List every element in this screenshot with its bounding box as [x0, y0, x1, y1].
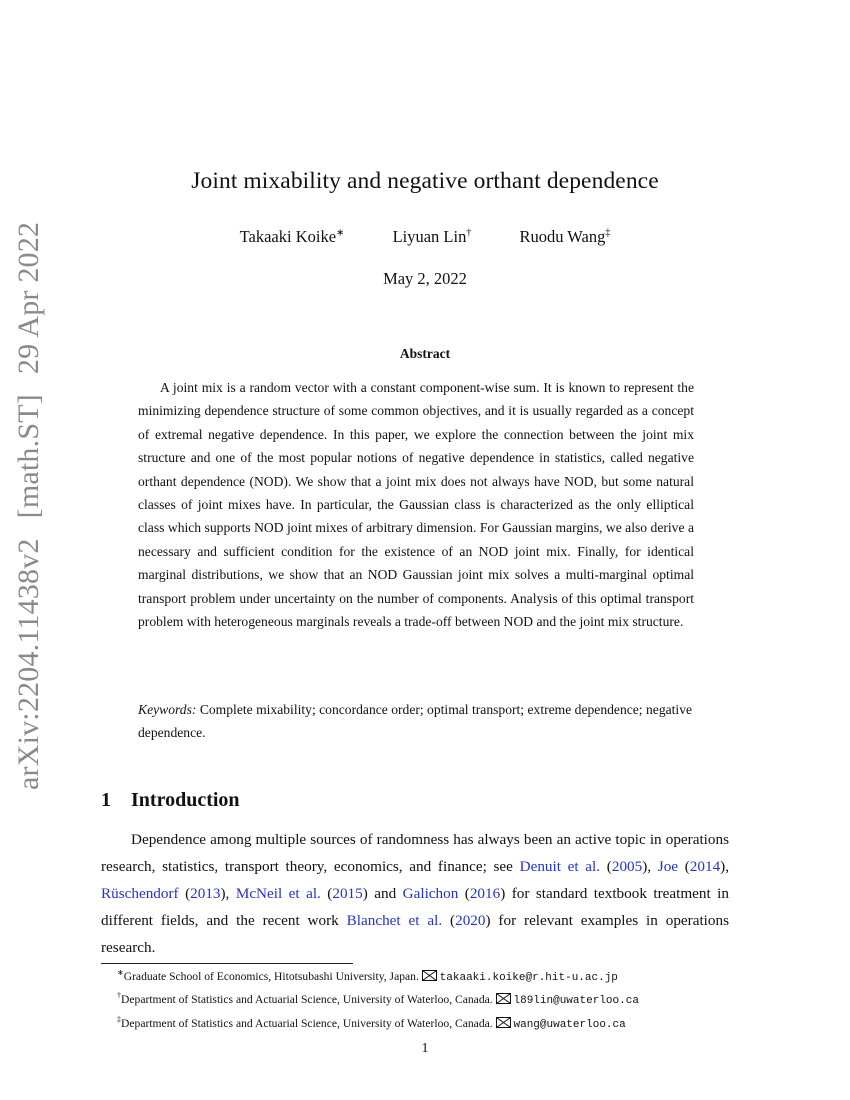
- keywords-text: Complete mixability; concordance order; optimal transport; extreme dependence; negative dependence.: [138, 702, 693, 741]
- author-name: Takaaki Koike: [239, 227, 337, 246]
- section-number: 1: [101, 789, 111, 811]
- citation-link[interactable]: Blanchet et al.: [346, 912, 443, 929]
- paper-title: Joint mixability and negative orthant dependence: [191, 168, 659, 194]
- intro-paragraph: [101, 826, 729, 961]
- citation-year-link[interactable]: 2015: [332, 885, 363, 902]
- section-heading: [101, 789, 240, 812]
- citation-year-link[interactable]: 2005: [611, 858, 643, 875]
- abstract-heading: Abstract: [399, 346, 451, 361]
- envelope-icon: [496, 1017, 511, 1028]
- intro-text: (: [442, 912, 456, 929]
- citation-link[interactable]: Rüschendorf: [101, 885, 179, 902]
- intro-text: (: [600, 858, 612, 875]
- footnote: [101, 987, 761, 1010]
- intro-text: (: [458, 885, 470, 902]
- footnote-mark: ∗: [117, 968, 124, 977]
- email-link[interactable]: l89lin@uwaterloo.ca: [513, 995, 639, 1008]
- arxiv-id: arXiv:2204.11438v2: [12, 538, 45, 790]
- author: [519, 227, 610, 247]
- envelope-icon: [496, 993, 511, 1004]
- intro-text: ),: [220, 885, 236, 902]
- author: [240, 227, 345, 247]
- footnote: [101, 964, 761, 987]
- intro-text: (: [320, 885, 333, 902]
- author-mark: ∗: [336, 227, 345, 239]
- footnote-mark: ‡: [117, 1014, 121, 1024]
- footnote-text: Department of Statistics and Actuarial Science, University of Waterloo, Canada.: [121, 993, 493, 1007]
- footnote-text: Graduate School of Economics, Hitotsubashi University, Japan.: [123, 969, 419, 983]
- email-link[interactable]: wang@uwaterloo.ca: [513, 1018, 626, 1031]
- author-name: Liyuan Lin: [392, 227, 467, 246]
- citation-link[interactable]: McNeil et al.: [235, 885, 321, 902]
- author: [393, 227, 472, 247]
- intro-text: ) and: [362, 885, 403, 902]
- abstract-body: A joint mix is a random vector with a constant component-wise sum. It is known to represent the minimizing dependence structure of some common objectives, and it is usually regarded as a concept of extremal negative dependence. In this paper, we explore the connection between the joint mix structure and one of the most popular notions of negative dependence in statistics, called negative orthant dependence (NOD). We show that a joint mix does not always have NOD, but some natural classes of joint mixes have. In particular, the Gaussian class is characterized as the only elliptical class which supports NOD joint mixes of arbitrary dimension. For Gaussian margins, we also derive a necessary and sufficient condition for the existence of an NOD joint mix. Finally, for identical marginal distributions, we show that an NOD Gaussian joint mix solves a multi-marginal optimal transport problem under uncertainty on the number of components. Analysis of this optimal transport problem with heterogeneous marginals reveals a trade-off between NOD and the joint mix structure.: [138, 380, 694, 630]
- intro-text: ),: [642, 858, 658, 875]
- footnote-mark: †: [117, 991, 121, 1001]
- citation-year-link[interactable]: 2016: [469, 885, 501, 902]
- intro-text: (: [678, 858, 690, 875]
- footnote-text: Department of Statistics and Actuarial Science, University of Waterloo, Canada.: [121, 1016, 493, 1030]
- intro-text: Dependence among multiple sources of randomness has always been an active topic in operations research, statistics, transport theory, economics, and finance; see: [101, 831, 729, 875]
- intro-text: ) for standard textbook treatment in different fields, and the recent work: [101, 885, 729, 929]
- intro-text: ),: [720, 858, 730, 875]
- envelope-icon: [422, 970, 437, 981]
- arxiv-date: 29 Apr 2022: [12, 221, 45, 375]
- citation-year-link[interactable]: 2014: [689, 858, 721, 875]
- citation-link[interactable]: Joe: [657, 858, 679, 875]
- keywords: [138, 698, 698, 745]
- author-mark: †: [466, 227, 472, 239]
- page-number: 1: [421, 1041, 429, 1056]
- footnotes: [101, 964, 761, 1034]
- author-mark: ‡: [605, 227, 611, 239]
- citation-link[interactable]: Galichon: [402, 885, 459, 902]
- citation-year-link[interactable]: 2013: [190, 885, 221, 902]
- citation-link[interactable]: Denuit et al.: [519, 858, 601, 875]
- paper-date: May 2, 2022: [383, 269, 467, 288]
- author-list: [0, 227, 850, 247]
- footnote: [101, 1011, 761, 1034]
- arxiv-category: [math.ST]: [12, 394, 45, 519]
- intro-text: ) for relevant examples in operations research.: [101, 912, 730, 956]
- section-title: Introduction: [131, 789, 240, 811]
- keywords-label: Keywords:: [138, 702, 197, 717]
- email-link[interactable]: takaaki.koike@r.hit-u.ac.jp: [439, 971, 618, 984]
- citation-year-link[interactable]: 2020: [455, 912, 486, 929]
- author-name: Ruodu Wang: [519, 227, 606, 246]
- intro-text: (: [178, 885, 191, 902]
